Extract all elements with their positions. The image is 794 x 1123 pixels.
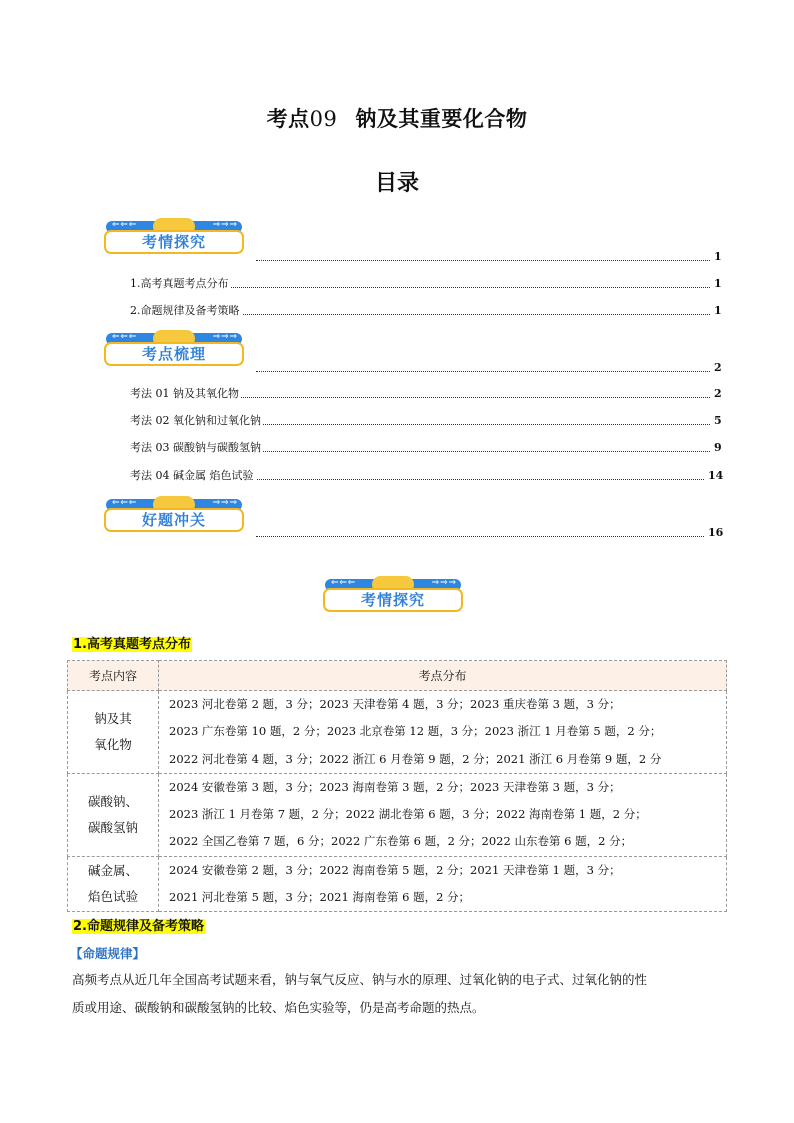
page-title	[0, 103, 794, 133]
arrows-left-icon: ⇐ ⇐ ⇐	[112, 498, 136, 508]
pattern-label: 【命题规律】	[70, 946, 146, 961]
topic-cell: 碱金属、 焰色试验	[68, 856, 159, 912]
banner-label: 考情探究	[141, 233, 206, 251]
banner-haoti[interactable]	[104, 499, 246, 535]
table-row	[68, 691, 727, 774]
distribution-cell: 2023 河北卷第 2 题，3 分；2023 天津卷第 4 题，3 分；2023 重庆卷第 3 题，3 分； 2023 广东卷第 10 题，2 分；2023 北京卷第 12 题，3 分；2023 浙江 1 月卷第 5 题，2 分； 2022 河北卷第 4 题，3 分；2022 浙江 6 月卷第 9 题，2 分；2021 浙江 6 月卷第 9 题，2 分	[159, 691, 727, 774]
toc-page[interactable]: 9	[714, 441, 722, 454]
table-row	[68, 773, 727, 856]
section-heading-1: 1.高考真题考点分布	[73, 637, 191, 652]
body-paragraph: 高频考点从近几年全国高考试题来看，钠与氧气反应、钠与水的原理、过氧化钠的电子式、过氧化钠的性 质或用途、碳酸钠和碳酸氢钠的比较、焰色实验等，仍是高考命题的热点。	[72, 972, 648, 1015]
banner-kaodian[interactable]	[104, 333, 246, 369]
arrows-right-icon: ⇒ ⇒ ⇒	[212, 220, 236, 230]
toc-heading: 目录	[374, 171, 419, 196]
banner-label: 考情探究	[360, 591, 425, 609]
toc-page[interactable]: 14	[708, 469, 724, 482]
title-number: 09	[309, 107, 338, 131]
table-header-row	[68, 661, 727, 691]
toc-page[interactable]: 1	[714, 250, 722, 263]
arrows-right-icon: ⇒ ⇒ ⇒	[212, 332, 236, 342]
column-header: 考点内容	[68, 661, 159, 691]
toc-page[interactable]: 1	[714, 304, 722, 317]
arrows-left-icon: ⇐ ⇐ ⇐	[112, 220, 136, 230]
toc-entry[interactable]: 1.高考真题考点分布	[130, 277, 229, 290]
toc-page[interactable]: 5	[714, 414, 722, 427]
arrows-left-icon: ⇐ ⇐ ⇐	[331, 578, 355, 588]
toc-leader	[256, 361, 710, 372]
toc-entry[interactable]: 考法 04 碱金属 焰色试验	[130, 469, 254, 482]
arrows-right-icon: ⇒ ⇒ ⇒	[212, 498, 236, 508]
distribution-cell: 2024 安徽卷第 2 题，3 分；2022 海南卷第 5 题，2 分；2021 天津卷第 1 题，3 分； 2021 河北卷第 5 题，3 分；2021 海南卷第 6 题，2 分；	[159, 856, 727, 912]
banner-label: 考点梳理	[141, 345, 206, 363]
table-row	[68, 856, 727, 912]
toc-page[interactable]: 16	[708, 526, 724, 539]
arrows-left-icon: ⇐ ⇐ ⇐	[112, 332, 136, 342]
toc-entry[interactable]: 考法 02 氧化钠和过氧化钠	[130, 414, 261, 427]
toc-entry[interactable]: 考法 01 钠及其氧化物	[130, 387, 239, 400]
section-heading-2: 2.命题规律及备考策略	[73, 919, 204, 934]
title-prefix: 考点	[266, 107, 310, 131]
toc-leader	[256, 250, 710, 261]
toc-entry[interactable]: 考法 03 碳酸钠与碳酸氢钠	[130, 441, 261, 454]
banner-label: 好题冲关	[141, 511, 206, 529]
distribution-cell: 2024 安徽卷第 3 题，3 分；2023 海南卷第 3 题，2 分；2023 天津卷第 3 题，3 分； 2023 浙江 1 月卷第 7 题，2 分；2022 湖北卷第 6 题，3 分；2022 海南卷第 1 题，2 分； 2022 全国乙卷第 7 题，6 分；2022 广东卷第 6 题，2 分；2022 山东卷第 6 题，2 分；	[159, 773, 727, 856]
topic-cell: 碳酸钠、 碳酸氢钠	[68, 773, 159, 856]
toc-page[interactable]: 1	[714, 277, 722, 290]
toc-page[interactable]: 2	[714, 361, 722, 374]
exam-distribution-table	[67, 660, 727, 912]
banner-kaoqing-section	[323, 579, 465, 615]
arrows-right-icon: ⇒ ⇒ ⇒	[431, 578, 455, 588]
toc-entry[interactable]: 2.命题规律及备考策略	[130, 304, 240, 317]
banner-kaoqing[interactable]	[104, 221, 246, 257]
toc-page[interactable]: 2	[714, 387, 722, 400]
title-text: 钠及其重要化合物	[355, 107, 528, 131]
toc-leader	[256, 526, 704, 537]
topic-cell: 钠及其 氧化物	[68, 691, 159, 774]
column-header: 考点分布	[159, 661, 727, 691]
